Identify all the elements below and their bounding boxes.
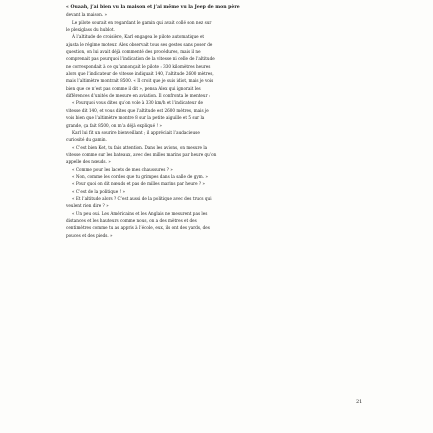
text-line: appelle des nœuds. »: [66, 159, 111, 165]
text-line: Le pilote sourait en regardant le gamin qui avait collé son nez sur: [72, 19, 212, 25]
text-line: comprenait pas pourquoi l’indication de la vitesse ni celle de l’altitude: [66, 56, 215, 62]
text-line: bien que ce n’est pas comme il dit », pensa Alex qui ignorait les: [66, 85, 201, 91]
text-line: ajusta le régime moteur. Alex observait tous ses gestes sans poser de: [66, 41, 213, 47]
text-line: mais l’altimètre montrait 8500. « Il croit que je suis idiot, mais je vois: [66, 78, 214, 84]
text-line: le plexiglass du hublot.: [66, 27, 115, 33]
text-line: vois bien que l’altimètre montre 8 sur la petite aiguille et 5 sur la: [66, 115, 205, 121]
text-line: « C’est bien Ket, tu fais attention. Dans les avions, on mesure la: [72, 144, 208, 150]
text-line: différences d’unités de mesure en aviation. Il confronta le menteur :: [66, 93, 211, 99]
text-line: centimètres comme tu as appris à l’école, eux, ils ont des yards, des: [66, 225, 210, 231]
text-line: « Et l’altitude alors ? C’est aussi de la politique avec des trucs qui: [72, 195, 212, 201]
text-line: « Pour quoi on dit nœuds et pas de milles marins par heure ? »: [72, 181, 205, 187]
text-line: À l’altitude de croisière, Karl engagea le pilote automatique et: [72, 34, 205, 40]
page-number: 21: [356, 399, 363, 405]
text-line: pouces et des pieds. »: [66, 232, 113, 238]
text-line: Karl lui fit un sourire bienveillant ; il appréciait l’audacieuse: [72, 129, 200, 135]
text-line: devant la maison. »: [66, 12, 108, 18]
text-line: question, on lui avait déjà commenté des procédures, mais il ne: [66, 49, 201, 55]
text-line: « Non, comme les cordes que tu grimpes dans la salle de gym. »: [72, 173, 208, 179]
text-line: « Un peu oui. Les Américains et les Anglais ne mesurent pas les: [72, 210, 208, 216]
text-line: « Ouaah, j’ai bien vu la maison et j’ai même vu la Jeep de mon père: [66, 5, 240, 10]
text-line: « C’est de la politique ! »: [72, 188, 126, 194]
text-line: veulent rien dire ? »: [66, 203, 109, 209]
text-line: vitesse dit 140, et vous dites que l’altitude est 2600 mètres, mais je: [66, 107, 209, 113]
text-line: « Pourquoi vous dites qu’on vole à 330 km/h et l’indicateur de: [72, 100, 203, 106]
body-text: [66, 4, 366, 239]
text-line: grande, ça fait 8500, on m’a déjà expliqué ! »: [66, 122, 162, 128]
text-line: distances et les hauteurs comme nous, on a des mètres et des: [66, 217, 197, 223]
text-line: ne correspondait à ce qu’annonçait le pilote : 330 kilomètres heures: [66, 63, 211, 69]
text-line: curiosité du gamin.: [66, 137, 107, 143]
text-line: « Comme pour les lacets de mes chaussures ? »: [72, 166, 173, 172]
text-line: vitesse comme sur les bateaux, avec des milles marins par heure qu’on: [66, 151, 217, 157]
text-line: alors que l’indicateur de vitesse indiquait 140, l’altitude 2600 mètres,: [66, 71, 214, 77]
